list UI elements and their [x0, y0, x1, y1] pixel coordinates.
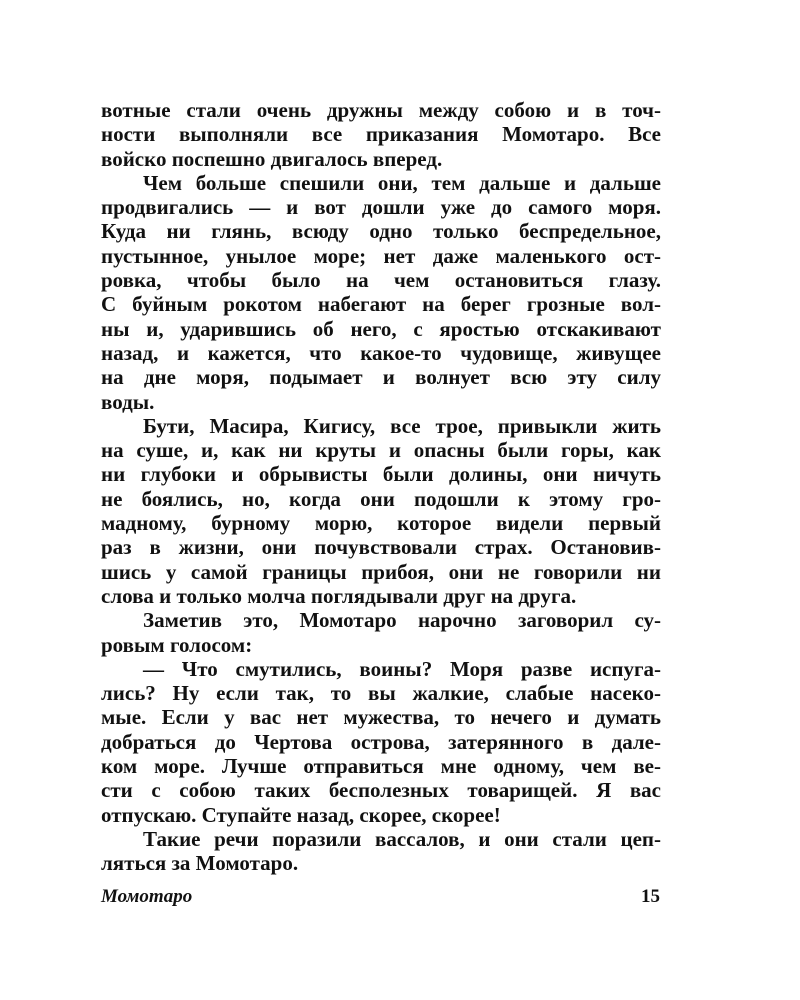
text-line: шись у самой границы прибоя, они не говорили ни	[101, 559, 661, 584]
paragraph-first-line: Чем больше спешили они, тем дальше и дальше	[143, 170, 661, 195]
text-line: ни глубоки и обрывисты были долины, они ничуть	[101, 462, 661, 487]
paragraph-first-line: Заметив это, Момотаро нарочно заговорил су-	[143, 608, 661, 633]
text-line: ности выполняли все приказания Момотаро. Все	[101, 122, 661, 147]
text-line: сти с собою таких бесполезных товарищей. Я вас	[101, 778, 661, 803]
paragraph-first-line: — Что смутились, воины? Моря разве испуга-	[143, 656, 661, 681]
text-line: мые. Если у вас нет мужества, то нечего и думать	[101, 705, 661, 730]
text-line: воды.	[101, 389, 155, 414]
page-number: 15	[641, 886, 660, 907]
text-line: мадному, бурному морю, которое видели первый	[101, 511, 661, 536]
text-line: войско поспешно двигалось вперед.	[101, 146, 443, 171]
paragraph-first-line: Бути, Масира, Кигису, все трое, привыкли жить	[143, 413, 661, 438]
text-line: Куда ни глянь, всюду одно только беспредельное,	[101, 219, 661, 244]
text-line: слова и только молча поглядывали друг на друга.	[101, 583, 577, 608]
text-line: С буйным рокотом набегают на берег грозные вол-	[101, 292, 661, 317]
text-line: ком море. Лучше отправиться мне одному, чем ве-	[101, 754, 661, 779]
running-footer-title: Момотаро	[101, 886, 193, 907]
text-line: отпускаю. Ступайте назад, скорее, скорее!	[101, 802, 501, 827]
paragraph-first-line: Такие речи поразили вассалов, и они стали цеп-	[143, 826, 661, 851]
text-line: на суше, и, как ни круты и опасны были горы, как	[101, 438, 661, 463]
text-line: ровым голосом:	[101, 632, 253, 657]
text-line: назад, и кажется, что какое-то чудовище, живущее	[101, 340, 661, 365]
text-line: ны и, ударившись об него, с яростью отскакивают	[101, 316, 661, 341]
text-line: продвигались — и вот дошли уже до самого моря.	[101, 195, 661, 220]
text-line: вотные стали очень дружны между собою и в точ-	[101, 98, 661, 122]
text-line: ровка, чтобы было на чем остановиться глазу.	[101, 268, 661, 293]
text-line: пустынное, унылое море; нет даже маленького ост-	[101, 243, 661, 268]
text-line: лись? Ну если так, то вы жалкие, слабые насеко-	[101, 681, 661, 706]
text-line: не боялись, но, когда они подошли к этому гро-	[101, 486, 661, 511]
text-line: на дне моря, подымает и волнует всю эту силу	[101, 365, 661, 390]
body-text	[101, 98, 661, 876]
text-line: раз в жизни, они почувствовали страх. Остановив-	[101, 535, 661, 560]
text-line: ляться за Момотаро.	[101, 851, 299, 876]
text-line: добраться до Чертова острова, затерянного в дале-	[101, 729, 661, 754]
